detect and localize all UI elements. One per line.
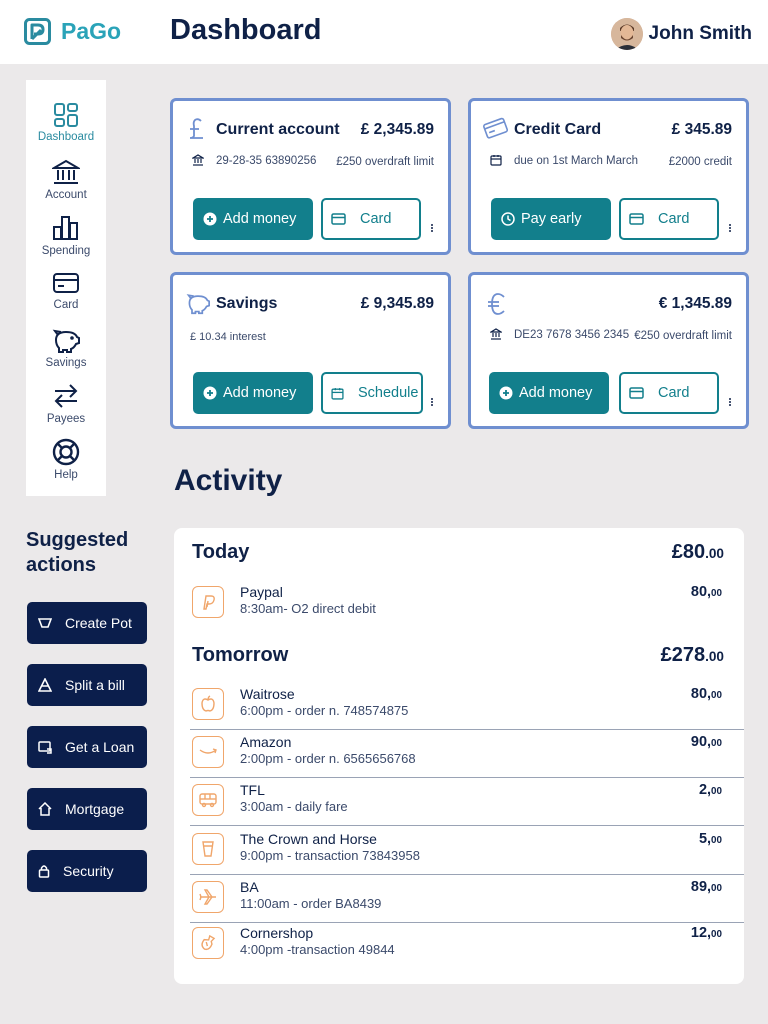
transaction-desc: 6:00pm - order n. 748574875 <box>240 703 409 718</box>
action-label: Get a Loan <box>65 739 135 755</box>
split-bill-button[interactable] <box>27 664 147 706</box>
lock-icon <box>38 864 50 878</box>
button-label: Card <box>658 211 690 227</box>
transaction-name: BA <box>240 879 259 895</box>
bar-chart-icon <box>52 214 80 242</box>
page-title: Dashboard <box>170 14 322 46</box>
card-title: Current account <box>216 121 340 138</box>
group-title-today: Today <box>192 541 250 563</box>
sidebar-item-card[interactable] <box>26 270 106 311</box>
transaction-name: Paypal <box>240 584 283 600</box>
plus-circle-icon <box>499 386 513 400</box>
button-label: Add money <box>519 385 593 401</box>
credit-limit: £2000 credit <box>668 156 732 168</box>
sidebar-item-label: Spending <box>41 245 91 257</box>
clock-icon <box>501 212 515 226</box>
top-header <box>0 0 768 64</box>
add-money-button[interactable] <box>193 198 313 240</box>
transaction-name: Amazon <box>240 734 292 750</box>
more-options-icon[interactable] <box>728 396 732 408</box>
brand-name: PaGo <box>61 18 122 44</box>
bank-icon <box>52 158 80 186</box>
transaction-row[interactable] <box>190 734 744 778</box>
sidebar-item-payees[interactable] <box>26 382 106 425</box>
logo[interactable] <box>24 18 121 45</box>
action-label: Create Pot <box>65 615 132 631</box>
piggy-bank-icon <box>51 326 81 354</box>
plus-circle-icon <box>203 386 217 400</box>
bag-icon <box>192 927 224 959</box>
transaction-desc: 9:00pm - transaction 73843958 <box>240 848 420 863</box>
add-money-button[interactable] <box>489 372 609 414</box>
pot-icon <box>38 617 52 629</box>
apple-icon <box>192 688 224 720</box>
transaction-row[interactable] <box>190 831 744 875</box>
plane-icon <box>192 881 224 913</box>
loan-icon <box>38 740 52 754</box>
transaction-row[interactable] <box>190 584 744 632</box>
card-button[interactable] <box>321 198 421 240</box>
action-label: Mortgage <box>65 801 125 817</box>
account-number: 29-28-35 63890256 <box>216 155 317 167</box>
current-account-card[interactable] <box>170 98 451 255</box>
card-icon <box>629 213 644 225</box>
transaction-amount: 80,00 <box>690 686 722 702</box>
sidebar-item-dashboard[interactable] <box>26 102 106 143</box>
calendar-icon <box>490 154 502 166</box>
transaction-amount: 80,00 <box>690 584 722 600</box>
pound-icon <box>187 117 207 141</box>
sidebar-item-help[interactable] <box>26 438 106 481</box>
bank-icon <box>490 328 502 340</box>
sidebar-item-label: Dashboard <box>37 131 95 143</box>
sidebar-item-label: Card <box>53 299 79 311</box>
sidebar-item-label: Help <box>54 469 78 481</box>
card-button[interactable] <box>619 198 719 240</box>
button-label: Schedule <box>358 385 419 401</box>
transaction-amount: 2,00 <box>698 782 722 798</box>
transaction-desc: 3:00am - daily fare <box>240 799 348 814</box>
transaction-row[interactable] <box>190 782 744 826</box>
transaction-desc: 2:00pm - order n. 6565656768 <box>240 751 416 766</box>
house-icon <box>38 802 52 816</box>
bank-icon <box>192 154 204 166</box>
savings-card[interactable] <box>170 272 451 429</box>
transaction-name: Cornershop <box>240 925 314 941</box>
get-loan-button[interactable] <box>27 726 147 768</box>
button-label: Card <box>658 385 690 401</box>
user-name: John Smith <box>648 23 752 44</box>
transaction-amount: 89,00 <box>690 879 722 895</box>
pay-early-button[interactable] <box>491 198 611 240</box>
activity-panel <box>174 528 744 984</box>
transaction-desc: 4:00pm -transaction 49844 <box>240 942 395 957</box>
sidebar-item-spending[interactable] <box>26 214 106 257</box>
security-button[interactable] <box>27 850 147 892</box>
lifebuoy-icon <box>52 438 80 466</box>
transaction-name: The Crown and Horse <box>240 831 377 847</box>
button-label: Card <box>360 211 392 227</box>
mortgage-button[interactable] <box>27 788 147 830</box>
action-label: Split a bill <box>65 677 125 693</box>
euro-account-card[interactable] <box>468 272 749 429</box>
group-title-tomorrow: Tomorrow <box>192 644 289 666</box>
euro-icon <box>487 293 507 315</box>
plus-circle-icon <box>203 212 217 226</box>
split-icon <box>38 678 52 692</box>
calendar-icon <box>331 387 344 400</box>
card-title: Credit Card <box>514 121 602 138</box>
card-balance: £ 2,345.89 <box>360 121 434 138</box>
card-icon <box>629 387 644 399</box>
card-icon <box>331 213 346 225</box>
schedule-button[interactable] <box>321 372 423 414</box>
transaction-name: TFL <box>240 782 265 798</box>
sidebar-item-label: Payees <box>46 413 86 425</box>
piggy-bank-icon <box>185 291 211 315</box>
pint-icon <box>192 833 224 865</box>
card-icon <box>52 270 80 296</box>
card-button[interactable] <box>619 372 719 414</box>
button-label: Add money <box>223 211 297 227</box>
more-options-icon[interactable] <box>430 222 434 234</box>
transaction-desc: 8:30am- O2 direct debit <box>240 601 376 616</box>
due-date: due on 1st March March <box>514 155 639 167</box>
group-total-tomorrow: £278.00 <box>660 644 724 666</box>
create-pot-button[interactable] <box>27 602 147 644</box>
avatar <box>611 18 643 50</box>
sidebar-item-label: Account <box>45 189 87 201</box>
suggested-actions-title: Suggested actions <box>26 529 129 576</box>
group-total-today: £80.00 <box>671 541 724 563</box>
transaction-amount: 5,00 <box>698 831 722 847</box>
button-label: Add money <box>223 385 297 401</box>
pago-logo-icon <box>24 18 51 45</box>
card-balance: € 1,345.89 <box>658 295 732 312</box>
credit-card-card[interactable] <box>468 98 749 255</box>
sidebar-nav <box>26 80 106 496</box>
overdraft-limit: £250 overdraft limit <box>336 156 434 168</box>
action-label: Security <box>63 863 114 879</box>
sidebar-item-account[interactable] <box>26 158 106 201</box>
transaction-row[interactable] <box>190 879 744 923</box>
transfer-arrows-icon <box>52 382 80 410</box>
more-options-icon[interactable] <box>728 222 732 234</box>
transaction-name: Waitrose <box>240 686 295 702</box>
add-money-button[interactable] <box>193 372 313 414</box>
transaction-row[interactable] <box>190 925 744 969</box>
transaction-amount: 90,00 <box>690 734 722 750</box>
credit-card-icon <box>483 116 509 140</box>
sidebar-item-savings[interactable] <box>26 326 106 369</box>
more-options-icon[interactable] <box>430 396 434 408</box>
transaction-row[interactable] <box>190 686 744 730</box>
interest-amount: £ 10.34 interest <box>190 331 266 343</box>
activity-title: Activity <box>174 464 283 497</box>
sidebar-item-label: Savings <box>45 357 87 369</box>
user-profile[interactable] <box>611 18 752 50</box>
card-balance: £ 9,345.89 <box>360 295 434 312</box>
card-title: Savings <box>216 295 278 312</box>
amazon-icon <box>192 736 224 768</box>
button-label: Pay early <box>521 211 582 227</box>
overdraft-limit: €250 overdraft limit <box>634 330 732 342</box>
dashboard-icon <box>53 102 79 128</box>
transaction-desc: 11:00am - order BA8439 <box>240 896 382 911</box>
iban: DE23 7678 3456 2345 <box>514 329 630 341</box>
card-balance: £ 345.89 <box>671 121 732 138</box>
paypal-icon <box>192 586 224 618</box>
bus-icon <box>192 784 224 816</box>
transaction-amount: 12,00 <box>690 925 722 941</box>
